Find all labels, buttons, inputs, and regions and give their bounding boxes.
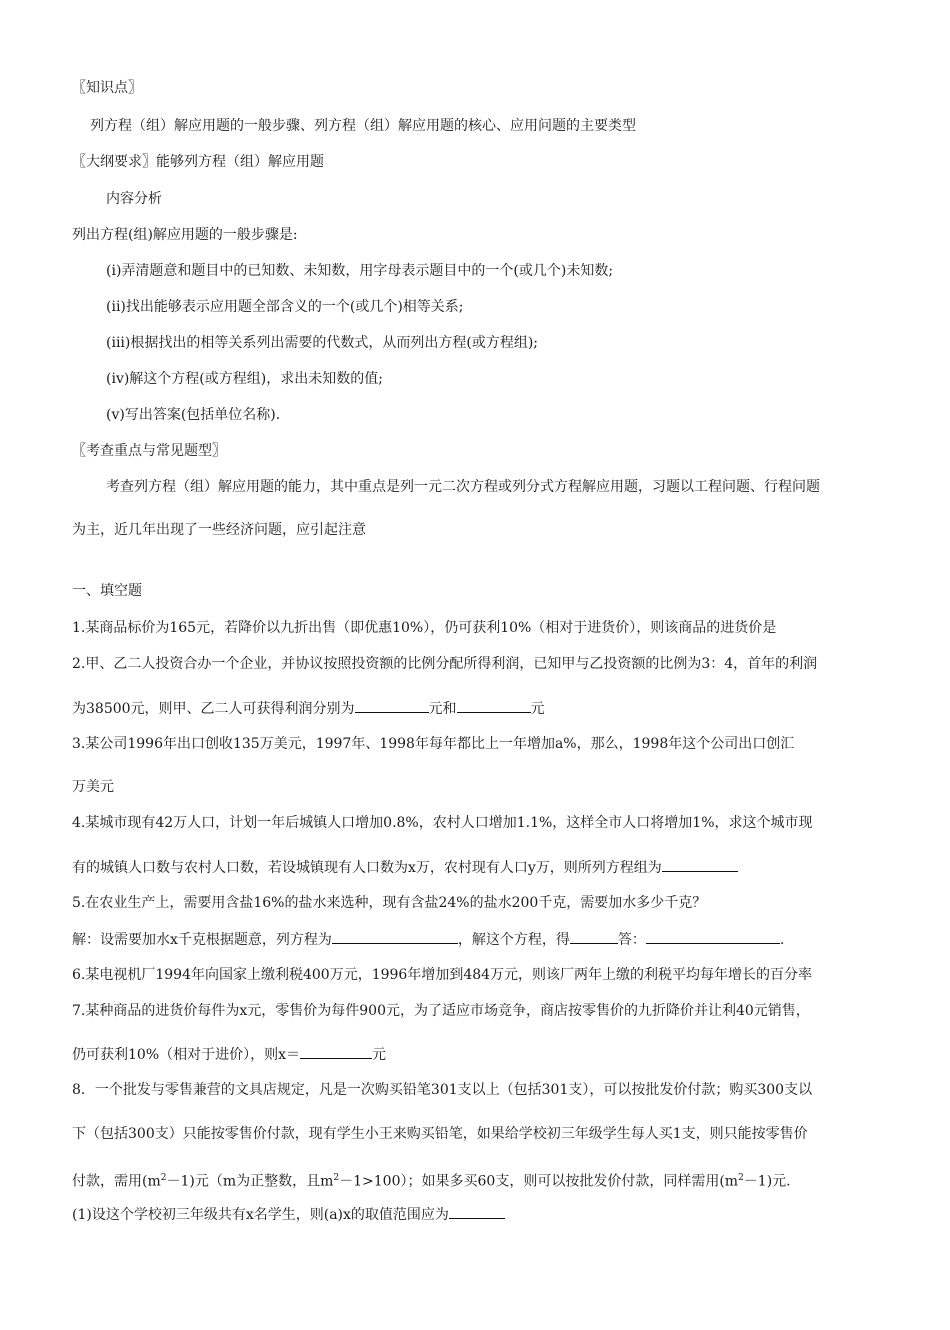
question-2-line-1: 2.甲、乙二人投资合办一个企业，并协议按照投资额的比例分配所得利润，已知甲与乙投资额的比例为3：4，首年的利润	[72, 656, 818, 672]
q8-text-a: 付款，需用(m	[72, 1173, 161, 1190]
q5-text-d: .	[779, 932, 785, 948]
q7-text-a: 仍可获利10%（相对于进价），则x＝	[72, 1047, 301, 1063]
question-3-line-2: 万美元	[72, 779, 114, 795]
outline-subheading: 内容分析	[106, 191, 162, 207]
q8-text-c: －1>100）；如果多买60支，则可以按批发价付款，同样需用(m	[339, 1173, 739, 1190]
question-7-line-1: 7.某种商品的进货价每件为x元，零售价为每件900元，为了适应市场竞争，商店按零售价的九折降价并让利40元销售，	[72, 1003, 810, 1019]
step-item: (iii)根据找出的相等关系列出需要的代数式，从而列出方程(或方程组);	[106, 335, 538, 351]
knowledge-content: 列方程（组）解应用题的一般步骤、列方程（组）解应用题的核心、应用问题的主要类型	[90, 118, 636, 134]
question-1: 1.某商品标价为165元，若降价以九折出售（即优惠10%），仍可获利10%（相对于进货价），则该商品的进货价是	[72, 620, 777, 636]
q2-text-a: 为38500元，则甲、乙二人可获得利润分别为	[72, 701, 355, 717]
superscript: 2	[160, 1173, 167, 1183]
question-3-line-1: 3.某公司1996年出口创收135万美元，1997年、1998年每年都比上一年增加a%，那么，1998年这个公司出口创汇	[72, 736, 795, 752]
q4-text: 有的城镇人口数与农村人口数，若设城镇现有人口数为x万，农村现有人口y万，则所列方程组为	[72, 860, 662, 876]
exercises-title: 一、填空题	[72, 583, 142, 599]
question-5-line-1: 5.在农业生产上，需要用含盐16%的盐水来选种，现有含盐24%的盐水200千克，需要加水多少千克？	[72, 895, 707, 911]
answer-blank	[646, 929, 780, 944]
q8-sub1-text: (1)设这个学校初三年级共有x名学生，则(a)x的取值范围应为	[72, 1207, 449, 1223]
answer-blank	[355, 698, 429, 713]
step-item: (v)写出答案(包括单位名称).	[106, 407, 281, 423]
q5-text-b: ，解这个方程，得	[457, 932, 570, 948]
q2-text-c: 元	[530, 701, 545, 717]
answer-blank	[457, 698, 531, 713]
question-8-sub-1	[72, 1204, 890, 1225]
q8-text-d: －1)元.	[743, 1173, 791, 1190]
step-item: (i)弄清题意和题目中的已知数、未知数，用字母表示题目中的一个(或几个)未知数;	[106, 263, 614, 279]
focus-line-2: 为主，近几年出现了一些经济问题，应引起注意	[72, 522, 366, 538]
q2-text-b: 元和	[428, 701, 457, 717]
superscript: 2	[738, 1173, 744, 1183]
question-6: 6.某电视机厂1994年向国家上缴利税400万元，1996年增加到484万元，则该厂两年上缴的利税平均每年增长的百分率	[72, 967, 813, 983]
superscript: 2	[333, 1173, 340, 1183]
answer-blank	[332, 929, 458, 944]
question-5-line-2	[72, 929, 890, 950]
answer-blank	[449, 1204, 505, 1219]
answer-blank	[300, 1044, 372, 1059]
outline-heading: 〖大纲要求〗能够列方程（组）解应用题	[72, 154, 324, 170]
q5-text-c: 答：	[617, 932, 646, 948]
q5-text-a: 解：设需要加水x千克根据题意，列方程为	[72, 932, 332, 948]
step-item: (iv)解这个方程(或方程组)，求出未知数的值;	[106, 371, 383, 387]
question-4-line-2	[72, 857, 890, 878]
step-item: (ii)找出能够表示应用题全部含义的一个(或几个)相等关系;	[106, 299, 464, 315]
answer-blank	[570, 929, 618, 944]
question-8-line-1: 8．一个批发与零售兼营的文具店规定，凡是一次购买铅笔301支以上（包括301支），可以按批发价付款；购买300支以	[72, 1082, 813, 1098]
q7-text-b: 元	[372, 1047, 387, 1063]
q8-text-b: －1)元（m为正整数，且m	[166, 1173, 334, 1190]
question-8-line-3	[72, 1168, 890, 1192]
steps-title: 列出方程(组)解应用题的一般步骤是:	[72, 227, 298, 243]
question-7-line-2	[72, 1044, 890, 1065]
answer-blank	[662, 857, 738, 872]
question-4-line-1: 4.某城市现有42万人口，计划一年后城镇人口增加0.8%，农村人口增加1.1%，这样全市人口将增加1%，求这个城市现	[72, 815, 813, 831]
question-2-line-2	[72, 698, 890, 719]
focus-line-1: 考查列方程（组）解应用题的能力，其中重点是列一元二次方程或列分式方程解应用题，习题以工程问题、行程问题	[106, 479, 820, 495]
focus-heading: 〖考查重点与常见题型〗	[72, 443, 226, 459]
knowledge-heading: 〖知识点〗	[72, 80, 142, 96]
question-8-line-2: 下（包括300支）只能按零售价付款，现有学生小王来购买铅笔，如果给学校初三年级学生每人买1支，则只能按零售价	[72, 1126, 808, 1142]
